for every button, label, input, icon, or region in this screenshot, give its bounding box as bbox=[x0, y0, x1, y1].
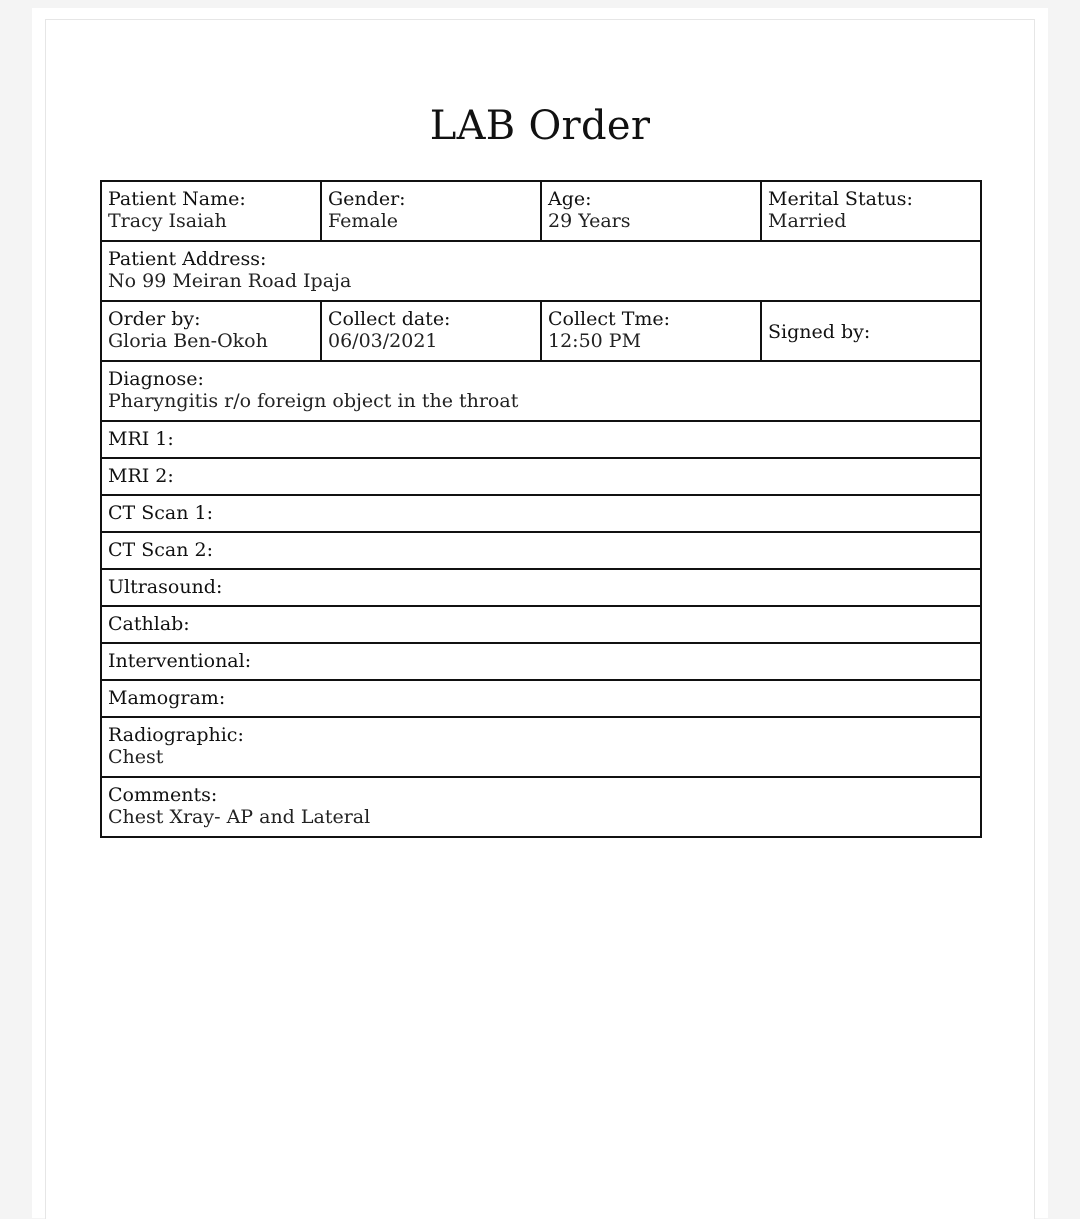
diagnose-label: Diagnose: bbox=[108, 368, 204, 390]
patient-name-label: Patient Name: bbox=[108, 188, 246, 210]
mri-1-label: MRI 1: bbox=[108, 428, 174, 450]
ct-scan-1-label: CT Scan 1: bbox=[108, 502, 214, 524]
patient-address-label: Patient Address: bbox=[108, 248, 267, 270]
ultrasound-row bbox=[101, 569, 981, 606]
ct-scan-1-row bbox=[101, 495, 981, 532]
radiographic-value: Chest bbox=[108, 746, 164, 768]
collect-time-cell bbox=[541, 301, 761, 361]
mri-1-cell bbox=[101, 421, 981, 458]
ct-scan-2-label: CT Scan 2: bbox=[108, 539, 214, 561]
gender-label: Gender: bbox=[328, 188, 406, 210]
gender-cell bbox=[321, 181, 541, 241]
diagnose-value: Pharyngitis r/o foreign object in the throat bbox=[108, 390, 519, 412]
patient-address-row bbox=[101, 241, 981, 301]
collect-date-cell bbox=[321, 301, 541, 361]
interventional-row bbox=[101, 643, 981, 680]
signed-by-label: Signed by: bbox=[768, 320, 871, 343]
ct-scan-2-row bbox=[101, 532, 981, 569]
collect-date-value: 06/03/2021 bbox=[328, 330, 438, 352]
radiographic-cell bbox=[101, 717, 981, 777]
marital-status-label: Merital Status: bbox=[768, 188, 913, 210]
collect-date-label: Collect date: bbox=[328, 308, 451, 330]
signed-by-cell bbox=[761, 301, 981, 361]
gender-value: Female bbox=[328, 210, 399, 232]
comments-label: Comments: bbox=[108, 784, 218, 806]
patient-name-value: Tracy Isaiah bbox=[108, 210, 227, 232]
lab-order-table bbox=[100, 180, 982, 838]
patient-info-row bbox=[101, 181, 981, 241]
order-by-value: Gloria Ben-Okoh bbox=[108, 330, 268, 352]
age-cell bbox=[541, 181, 761, 241]
order-by-cell bbox=[101, 301, 321, 361]
ct-scan-2-cell bbox=[101, 532, 981, 569]
ultrasound-label: Ultrasound: bbox=[108, 576, 223, 598]
mri-2-cell bbox=[101, 458, 981, 495]
mri-2-label: MRI 2: bbox=[108, 465, 174, 487]
collect-time-value: 12:50 PM bbox=[548, 330, 642, 352]
patient-address-cell bbox=[101, 241, 981, 301]
mamogram-row bbox=[101, 680, 981, 717]
interventional-cell bbox=[101, 643, 981, 680]
collect-time-label: Collect Tme: bbox=[548, 308, 671, 330]
radiographic-label: Radiographic: bbox=[108, 724, 244, 746]
document-title: LAB Order bbox=[429, 103, 651, 149]
age-label: Age: bbox=[548, 188, 592, 210]
patient-address-value: No 99 Meiran Road Ipaja bbox=[108, 270, 352, 292]
cathlab-row bbox=[101, 606, 981, 643]
mri-1-row bbox=[101, 421, 981, 458]
age-value: 29 Years bbox=[548, 210, 631, 232]
diagnose-row bbox=[101, 361, 981, 421]
comments-row bbox=[101, 777, 981, 837]
mamogram-cell bbox=[101, 680, 981, 717]
marital-status-cell bbox=[761, 181, 981, 241]
patient-name-cell bbox=[101, 181, 321, 241]
order-info-row bbox=[101, 301, 981, 361]
comments-cell bbox=[101, 777, 981, 837]
order-by-label: Order by: bbox=[108, 308, 201, 330]
cathlab-label: Cathlab: bbox=[108, 613, 190, 635]
mri-2-row bbox=[101, 458, 981, 495]
cathlab-cell bbox=[101, 606, 981, 643]
radiographic-row bbox=[101, 717, 981, 777]
ultrasound-cell bbox=[101, 569, 981, 606]
marital-status-value: Married bbox=[768, 210, 847, 232]
mamogram-label: Mamogram: bbox=[108, 687, 226, 709]
ct-scan-1-cell bbox=[101, 495, 981, 532]
comments-value: Chest Xray- AP and Lateral bbox=[108, 806, 371, 828]
interventional-label: Interventional: bbox=[108, 650, 252, 672]
diagnose-cell bbox=[101, 361, 981, 421]
